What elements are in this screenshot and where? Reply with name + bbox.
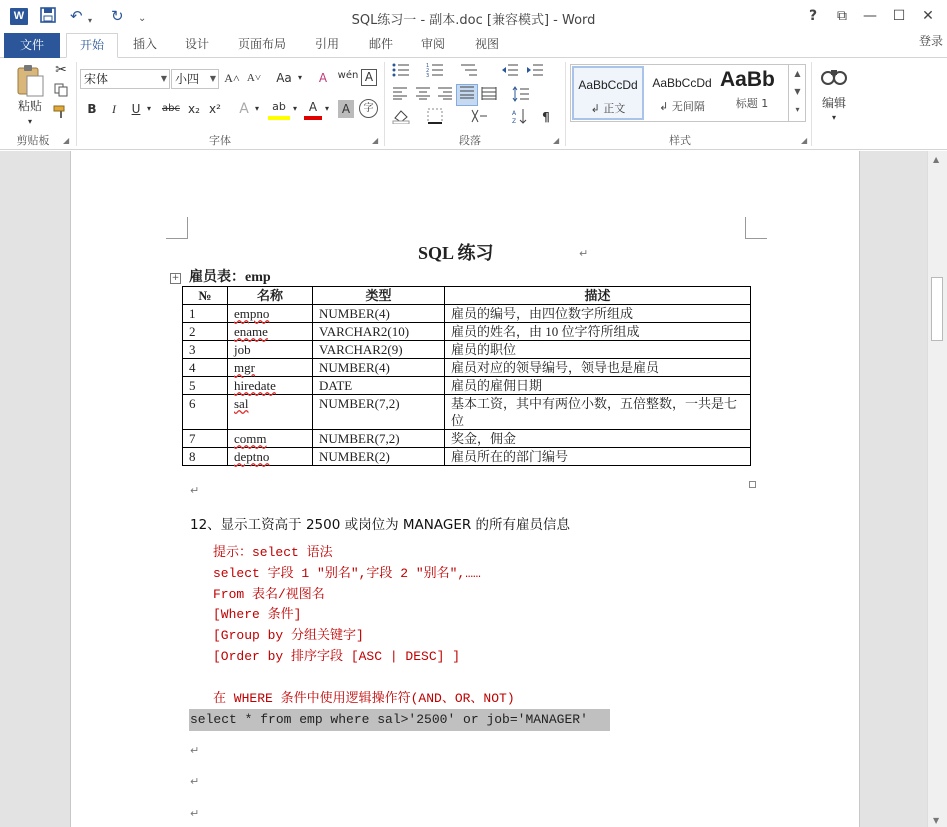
svg-text:1: 1: [426, 63, 430, 69]
hint-block: [213, 543, 515, 709]
table-row: [183, 448, 751, 466]
scroll-up-icon[interactable]: ▲: [933, 155, 940, 164]
justify-icon[interactable]: [456, 84, 478, 106]
table-cell: job: [228, 341, 313, 359]
table-cell: 1: [183, 305, 228, 323]
undo-dropdown-icon[interactable]: ▾: [88, 16, 93, 25]
sql-answer-line[interactable]: select * from emp where sal>'2500' or job='MANAGER': [189, 709, 610, 731]
font-name-value: 宋体: [84, 72, 109, 86]
group-divider: [565, 62, 566, 146]
tab-review[interactable]: 审阅: [420, 37, 445, 51]
table-cell: 6: [183, 395, 228, 430]
scroll-thumb[interactable]: [931, 277, 943, 341]
word-app-icon[interactable]: W: [10, 8, 28, 25]
font-color-button[interactable]: A: [304, 98, 322, 120]
paragraph-mark: ↵: [190, 484, 200, 497]
style-no-spacing[interactable]: [646, 66, 718, 120]
change-case-button[interactable]: Aa: [276, 71, 292, 85]
text-effects-dropdown-icon[interactable]: ▾: [254, 104, 259, 113]
header-no: №: [183, 287, 228, 305]
hint-line: [Group by 分组关键字]: [213, 628, 364, 644]
chevron-down-icon[interactable]: ▼: [209, 74, 216, 83]
line-spacing-icon[interactable]: [510, 86, 532, 107]
table-cell: VARCHAR2(10): [313, 323, 445, 341]
highlight-dropdown-icon[interactable]: ▾: [292, 104, 297, 113]
styles-group-label: 样式: [669, 134, 691, 147]
tab-home[interactable]: 开始: [66, 33, 118, 58]
table-move-handle-icon[interactable]: +: [171, 273, 180, 283]
emp-table: [182, 286, 751, 466]
table-cell: 奖金，佣金: [445, 430, 751, 448]
minimize-button[interactable]: —: [863, 8, 877, 24]
bullets-icon[interactable]: [390, 62, 412, 83]
scroll-down-icon[interactable]: ▼: [933, 816, 940, 825]
margin-marker: [166, 217, 188, 239]
style-name: 标题 1: [735, 97, 769, 110]
format-painter-icon[interactable]: [52, 105, 70, 124]
cut-icon[interactable]: ✂: [55, 62, 67, 78]
document-area: [0, 151, 927, 827]
table-cell: NUMBER(4): [313, 359, 445, 377]
tab-references[interactable]: 引用: [314, 37, 339, 51]
vertical-scrollbar[interactable]: [927, 151, 947, 827]
table-row: [183, 341, 751, 359]
group-divider: [811, 62, 812, 146]
style-preview: AaBbCcDd: [652, 76, 712, 90]
font-name-combo[interactable]: [80, 69, 170, 89]
document-title: SQL 练习: [418, 243, 494, 263]
increase-indent-icon[interactable]: [525, 62, 545, 83]
font-color-dropdown-icon[interactable]: ▾: [324, 104, 329, 113]
title-bar: [0, 0, 947, 33]
table-cell: 雇员对应的领导编号，领导也是雇员: [445, 359, 751, 377]
tab-mailings[interactable]: 邮件: [368, 37, 393, 51]
ribbon-home: [0, 58, 947, 150]
superscript-button[interactable]: x²: [209, 102, 221, 116]
sign-in-link[interactable]: 登录: [918, 34, 943, 48]
show-hide-marks-icon[interactable]: ¶: [542, 110, 550, 124]
table-cell: comm: [228, 430, 313, 448]
hint-line: select 字段 1 "别名",字段 2 "别名",……: [213, 565, 481, 581]
distributed-icon[interactable]: [479, 86, 499, 105]
character-shading-button[interactable]: A: [338, 100, 354, 118]
styles-scroll[interactable]: ▲ ▼ ▾: [788, 65, 806, 121]
empty-line: [213, 668, 515, 689]
numbering-icon[interactable]: [424, 62, 446, 83]
style-name: ↲ 正文: [590, 102, 626, 115]
tab-file[interactable]: 文件: [4, 33, 60, 58]
table-cell: 雇员的雇佣日期: [445, 377, 751, 395]
table-cell: DATE: [313, 377, 445, 395]
redo-icon[interactable]: ↻: [111, 7, 124, 25]
hint-line: 在 WHERE 条件中使用逻辑操作符(AND、OR、NOT): [213, 690, 515, 706]
paste-button[interactable]: 粘贴: [17, 99, 42, 113]
maximize-button[interactable]: ☐: [892, 8, 906, 24]
styles-launcher-icon[interactable]: ◢: [801, 136, 808, 145]
table-cell: 4: [183, 359, 228, 377]
style-heading-1[interactable]: [720, 66, 784, 120]
help-button[interactable]: ?: [808, 8, 818, 24]
svg-text:3: 3: [426, 73, 430, 78]
align-center-icon[interactable]: [413, 86, 433, 105]
shrink-font-button[interactable]: A˅: [246, 72, 262, 84]
table-cell: 8: [183, 448, 228, 466]
align-right-icon[interactable]: [435, 86, 455, 105]
table-row: [183, 377, 751, 395]
table-resize-handle[interactable]: [749, 481, 756, 488]
font-launcher-icon[interactable]: ◢: [372, 136, 379, 145]
styles-gallery: [570, 64, 806, 122]
decrease-indent-icon[interactable]: [500, 62, 520, 83]
table-cell: NUMBER(2): [313, 448, 445, 466]
hint-line: [Where 条件]: [213, 607, 302, 623]
paragraph-mark: ↵: [190, 807, 200, 820]
change-case-dropdown-icon[interactable]: ▾: [297, 73, 302, 82]
find-binoculars-icon[interactable]: [820, 64, 848, 91]
table-cell: sal: [228, 395, 313, 430]
borders-icon[interactable]: [424, 108, 446, 129]
paragraph-mark: ↵: [579, 247, 589, 260]
clear-formatting-button[interactable]: A: [318, 71, 328, 85]
font-size-value: 小四: [175, 72, 200, 86]
sort-icon[interactable]: [509, 108, 531, 129]
phonetic-guide-button[interactable]: wén: [337, 70, 359, 81]
chevron-down-icon[interactable]: ▼: [160, 74, 167, 83]
tab-design[interactable]: 设计: [184, 37, 209, 51]
group-divider: [384, 62, 385, 146]
tab-page-layout[interactable]: 页面布局: [237, 37, 286, 51]
editing-dropdown-icon[interactable]: ▾: [831, 113, 836, 122]
group-divider: [76, 62, 77, 146]
close-button[interactable]: ✕: [922, 8, 934, 24]
multilevel-list-icon[interactable]: [458, 62, 480, 83]
table-cell: 3: [183, 341, 228, 359]
font-group-label: 字体: [209, 134, 231, 147]
copy-icon[interactable]: [52, 83, 70, 102]
style-preview: AaBbCcDd: [578, 78, 638, 92]
tab-insert[interactable]: 插入: [132, 37, 157, 51]
table-cell: 雇员的职位: [445, 341, 751, 359]
hint-line: [Order by 排序字段 [ASC | DESC] ]: [213, 648, 461, 664]
clipboard-launcher-icon[interactable]: ◢: [63, 136, 70, 145]
table-cell: deptno: [228, 448, 313, 466]
table-row: [183, 305, 751, 323]
style-normal[interactable]: [572, 66, 644, 120]
table-caption: 雇员表：emp: [189, 270, 271, 285]
hint-line: From 表名/视图名: [213, 586, 325, 602]
margin-marker: [745, 217, 767, 239]
svg-text:2: 2: [426, 68, 430, 74]
ribbon-tabs: [0, 33, 947, 58]
hint-line: 提示：select 语法: [213, 545, 333, 560]
table-cell: 5: [183, 377, 228, 395]
style-preview: AaBb: [720, 68, 775, 91]
bold-button[interactable]: B: [87, 102, 97, 116]
table-cell: ename: [228, 323, 313, 341]
table-row: [183, 323, 751, 341]
table-header-row: [183, 287, 751, 305]
header-description: 描述: [445, 287, 751, 305]
table-cell: NUMBER(7,2): [313, 395, 445, 430]
table-cell: mgr: [228, 359, 313, 377]
clipboard-group-label: 剪贴板: [16, 134, 50, 147]
underline-button[interactable]: U: [131, 102, 141, 116]
table-cell: 2: [183, 323, 228, 341]
italic-button[interactable]: I: [112, 102, 116, 116]
table-cell: hiredate: [228, 377, 313, 395]
undo-icon[interactable]: ↶: [70, 7, 83, 25]
underline-dropdown-icon[interactable]: ▾: [146, 104, 151, 113]
table-cell: NUMBER(4): [313, 305, 445, 323]
header-name: 名称: [228, 287, 313, 305]
paragraph-launcher-icon[interactable]: ◢: [553, 136, 560, 145]
ribbon-display-options-button[interactable]: ⧉: [837, 8, 847, 24]
style-name: ↲ 无间隔: [659, 100, 705, 113]
paragraph-mark: ↵: [190, 744, 200, 757]
table-cell: 雇员所在的部门编号: [445, 448, 751, 466]
enclose-characters-button[interactable]: 字: [359, 99, 378, 118]
paragraph-mark: ↵: [190, 775, 200, 788]
tab-view[interactable]: 视图: [474, 37, 499, 51]
table-cell: NUMBER(7,2): [313, 430, 445, 448]
paragraph-group-label: 段落: [459, 134, 481, 147]
highlight-button[interactable]: ab: [268, 98, 290, 120]
table-row: [183, 395, 751, 430]
customize-quick-access-icon[interactable]: ⌄: [138, 13, 147, 24]
strikethrough-button[interactable]: abc: [162, 103, 180, 114]
table-row: [183, 430, 751, 448]
table-cell: 雇员的姓名，由 10 位字符所组成: [445, 323, 751, 341]
grow-font-button[interactable]: A˄: [224, 71, 240, 85]
header-type: 类型: [313, 287, 445, 305]
table-cell: empno: [228, 305, 313, 323]
paste-dropdown-icon[interactable]: ▾: [27, 117, 32, 126]
table-cell: 基本工资，其中有两位小数，五倍整数，一共是七位: [445, 395, 751, 430]
table-cell: VARCHAR2(9): [313, 341, 445, 359]
character-border-button[interactable]: A: [361, 69, 377, 86]
shading-icon[interactable]: [390, 108, 412, 129]
table-row: [183, 359, 751, 377]
table-cell: 雇员的编号，由四位数字所组成: [445, 305, 751, 323]
chinese-layout-icon[interactable]: [468, 108, 490, 129]
question-text: 12、显示工资高于 2500 或岗位为 MANAGER 的所有雇员信息: [190, 517, 571, 533]
window-title: SQL练习一 - 副本.doc [兼容模式] - Word: [351, 13, 596, 28]
font-size-combo[interactable]: [171, 69, 219, 89]
svg-text:Z: Z: [512, 118, 517, 124]
svg-text:A: A: [512, 110, 517, 117]
text-effects-button[interactable]: A: [239, 101, 249, 117]
editing-button[interactable]: 编辑: [821, 96, 846, 110]
align-left-icon[interactable]: [390, 86, 410, 105]
page[interactable]: [70, 151, 860, 827]
subscript-button[interactable]: x₂: [188, 102, 200, 116]
table-cell: 7: [183, 430, 228, 448]
